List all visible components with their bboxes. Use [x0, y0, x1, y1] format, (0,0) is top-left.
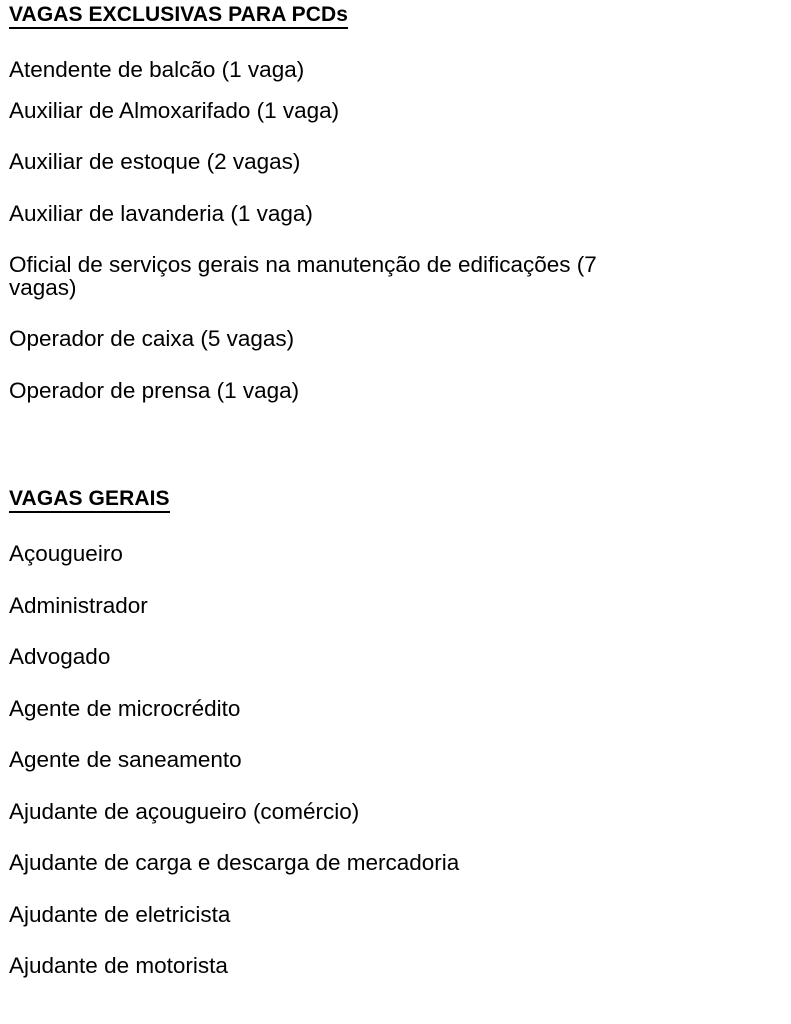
section-spacer	[9, 402, 791, 454]
section-heading-gerais-text: VAGAS GERAIS	[9, 488, 170, 513]
spacer	[9, 566, 791, 595]
spacer	[9, 720, 791, 749]
vacancy-item: Oficial de serviços gerais na manutenção de edificações (7 vagas)	[9, 252, 604, 300]
spacer	[9, 669, 791, 698]
vacancy-item: Ajudante de eletricista	[9, 901, 231, 927]
vacancy-item: Advogado	[9, 644, 111, 669]
spacer	[9, 225, 791, 254]
vacancy-item: Açougueiro	[9, 541, 123, 566]
spacer	[9, 174, 791, 203]
spacer	[9, 29, 791, 59]
spacer	[9, 299, 791, 328]
vacancy-item: Auxiliar de lavanderia (1 vaga)	[9, 200, 313, 226]
vacancy-item: Ajudante de açougueiro (comércio)	[9, 798, 360, 824]
vacancy-item: Operador de caixa (5 vagas)	[9, 326, 295, 351]
vacancy-item: Agente de microcrédito	[9, 695, 241, 721]
spacer	[9, 772, 791, 801]
spacer	[9, 926, 791, 955]
vacancy-item: Administrador	[9, 592, 148, 618]
vacancy-item: Agente de saneamento	[9, 747, 242, 772]
section-heading-pcd	[9, 0, 791, 29]
spacer	[9, 82, 791, 100]
spacer	[9, 617, 791, 646]
vacancy-item: Ajudante de carga e descarga de mercadoria	[9, 850, 460, 875]
spacer	[9, 351, 791, 380]
vacancy-item: Operador de prensa (1 vaga)	[9, 377, 300, 403]
spacer	[9, 823, 791, 852]
spacer	[9, 122, 791, 151]
vacancy-item: Auxiliar de estoque (2 vagas)	[9, 149, 301, 174]
vacancy-item: Ajudante de motorista	[9, 953, 228, 978]
vacancy-item: Auxiliar de Almoxarifado (1 vaga)	[9, 97, 340, 123]
spacer	[9, 454, 791, 488]
section-heading-gerais	[9, 488, 791, 513]
section-heading-pcd-text: VAGAS EXCLUSIVAS PARA PCDs	[9, 4, 348, 29]
spacer	[9, 875, 791, 904]
spacer	[9, 513, 791, 543]
vacancy-item: Atendente de balcão (1 vaga)	[9, 57, 305, 82]
